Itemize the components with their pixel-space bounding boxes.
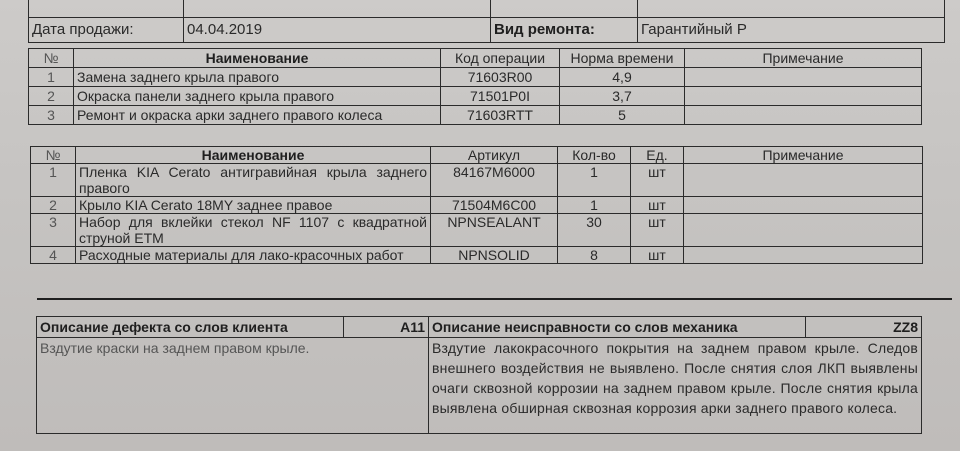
col-op-code: Код операции (441, 49, 560, 68)
table-row: 4 Расходные материалы для лако-красочных работ NPNSOLID 8 шт (31, 247, 923, 264)
client-code: A11 (344, 317, 429, 338)
mechanic-description-label: Описание неисправности со слов механика (429, 317, 806, 338)
col-name: Наименование (76, 147, 431, 164)
col-note: Примечание (685, 49, 922, 68)
sale-date-value: 04.04.2019 (184, 18, 491, 43)
table-row: 1 Пленка KIA Cerato антигравийная крыла заднего правого 84167M6000 1 шт (31, 164, 923, 197)
sale-date-label: Дата продажи: (29, 18, 184, 43)
mechanic-code: ZZ8 (806, 317, 922, 338)
mechanic-description-text: Вздутие лакокрасочного покрытия на заднем правом крыле. Следов внешнего воздействия не выявлено. После снятия слоя ЛКП выявлены очаги сквозной коррозии на заднем правом крыле. После снятия крыла выявлена обширная сквозная коррозия арки заднего правого колеса. (429, 338, 922, 434)
col-name: Наименование (74, 49, 441, 68)
client-description-text: Вздутие краски на заднем правом крыле. (37, 338, 429, 434)
client-description-label: Описание дефекта со слов клиента (37, 317, 344, 338)
col-qty: Кол-во (558, 147, 631, 164)
parts-table (30, 146, 923, 264)
col-article: Артикул (431, 147, 558, 164)
defect-header-row (37, 317, 922, 338)
section-divider (37, 298, 952, 300)
table-row: 3 Набор для вклейки стекол NF 1107 с квадратной струной ETM NPNSEALANT 30 шт (31, 214, 923, 247)
table-row: 2 Крыло KIA Cerato 18MY заднее правое 71504M6C00 1 шт (31, 197, 923, 214)
table-row: 1 Замена заднего крыла правого 71603R00 4,9 (29, 68, 922, 87)
col-note: Примечание (684, 147, 923, 164)
operations-header-row (29, 49, 922, 68)
operations-table (28, 48, 922, 125)
parts-header-row (31, 147, 923, 164)
col-time-norm: Норма времени (560, 49, 685, 68)
table-row: 3 Ремонт и окраска арки заднего правого колеса 71603RTT 5 (29, 106, 922, 125)
col-no: № (29, 49, 74, 68)
row-top-blank (29, 0, 184, 18)
col-unit: Ед. (631, 147, 684, 164)
defect-table (36, 316, 922, 434)
table-row: 2 Окраска панели заднего крыла правого 71501P0I 3,7 (29, 87, 922, 106)
repair-type-value: Гарантийный Р (638, 18, 945, 43)
col-no: № (31, 147, 76, 164)
header-table (28, 0, 945, 43)
defect-body-row (37, 338, 922, 434)
repair-type-label: Вид ремонта: (491, 18, 638, 43)
